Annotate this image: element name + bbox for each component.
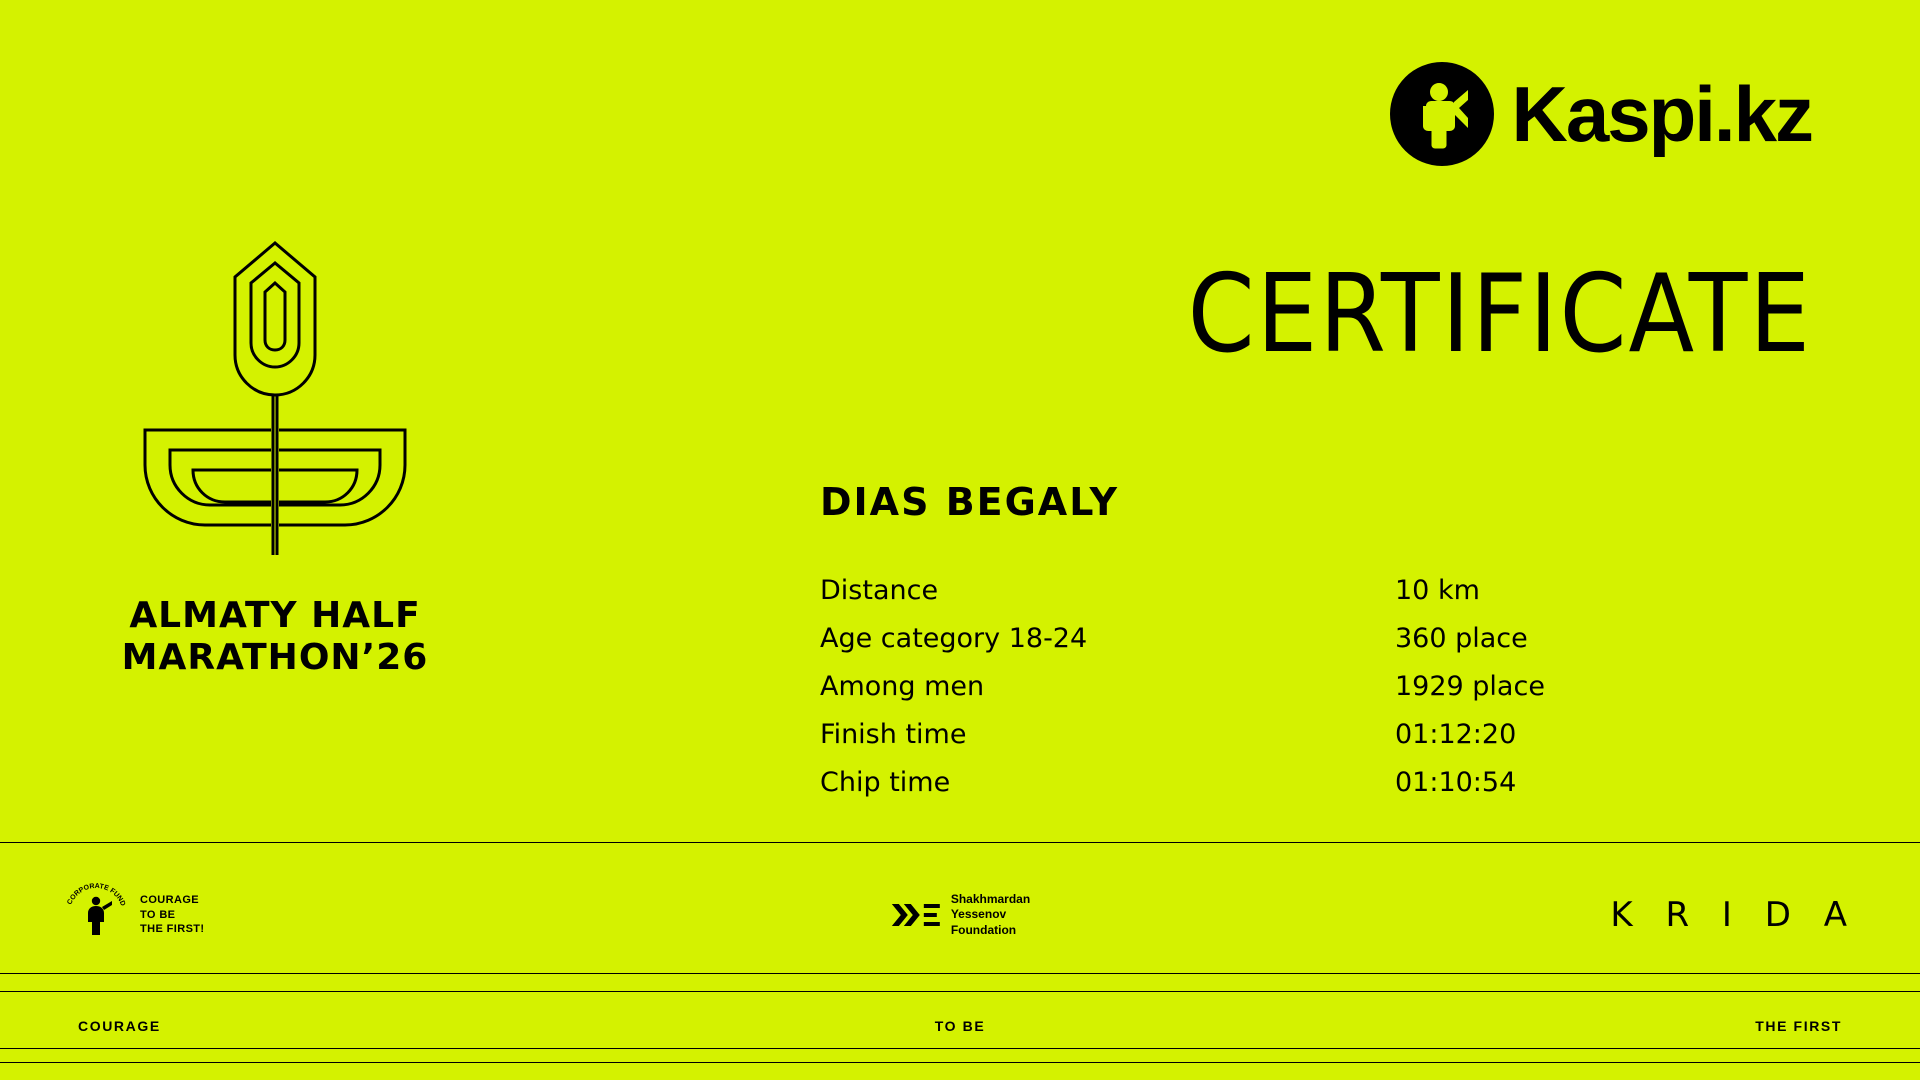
result-row [820,767,1640,798]
yessenov-line2: Yessenov [950,907,1007,922]
result-value: 1929 place [1395,671,1545,702]
result-row [820,575,1640,606]
divider [0,991,1920,992]
sponsor-yessenov-text [951,892,1030,939]
cf-line3: THE FIRST! [140,923,205,936]
tagline-left: COURAGE [78,1018,161,1034]
event-name-line1: ALMATY HALF [129,595,421,636]
yessenov-line1: Shakhmardan [950,891,1031,906]
svg-text:CORPORATE FUND: CORPORATE FUND [66,882,127,908]
divider [0,1048,1920,1049]
result-label: Distance [820,575,939,606]
result-row [820,719,1640,750]
result-row [820,671,1640,702]
event-name-line2: MARATHON’26 [121,637,429,679]
divider [0,1062,1920,1063]
kaspi-logo [1390,62,1812,166]
kaspi-wordmark: Kaspi.kz [1511,70,1812,158]
runner-figure-icon [62,881,130,949]
result-label: Among men [820,671,985,702]
result-value: 360 place [1395,623,1528,654]
result-value: 01:12:20 [1395,719,1517,750]
event-name [60,595,490,680]
sponsor-corporate-fund [62,881,205,949]
yessenov-monogram-icon [890,898,942,932]
result-value: 10 km [1395,575,1480,606]
results-list [820,575,1640,815]
result-label: Chip time [820,767,951,798]
cf-line2: TO BE [140,908,176,921]
kaspi-logo-icon [1390,62,1494,166]
divider [0,973,1920,974]
athlete-name: DIAS BEGALY [820,480,1120,524]
result-label: Age category 18-24 [820,623,1088,654]
divider [0,842,1920,843]
sponsor-bar [0,860,1920,970]
yessenov-line3: Foundation [950,922,1017,937]
result-value: 01:10:54 [1395,767,1517,798]
tagline-right: THE FIRST [1755,1018,1842,1034]
result-row [820,623,1640,654]
event-emblem [60,235,490,680]
footer-tagline [0,1018,1920,1034]
result-label: Finish time [820,719,967,750]
tulip-emblem-icon [60,235,490,565]
sponsor-corporate-fund-text [140,893,205,938]
sponsor-krida: K R I D A [1610,895,1858,935]
cf-line1: COURAGE [140,893,200,906]
page-title: CERTIFICATE [1187,251,1812,377]
tagline-center: TO BE [934,1018,986,1034]
sponsor-yessenov-foundation [890,892,1030,939]
